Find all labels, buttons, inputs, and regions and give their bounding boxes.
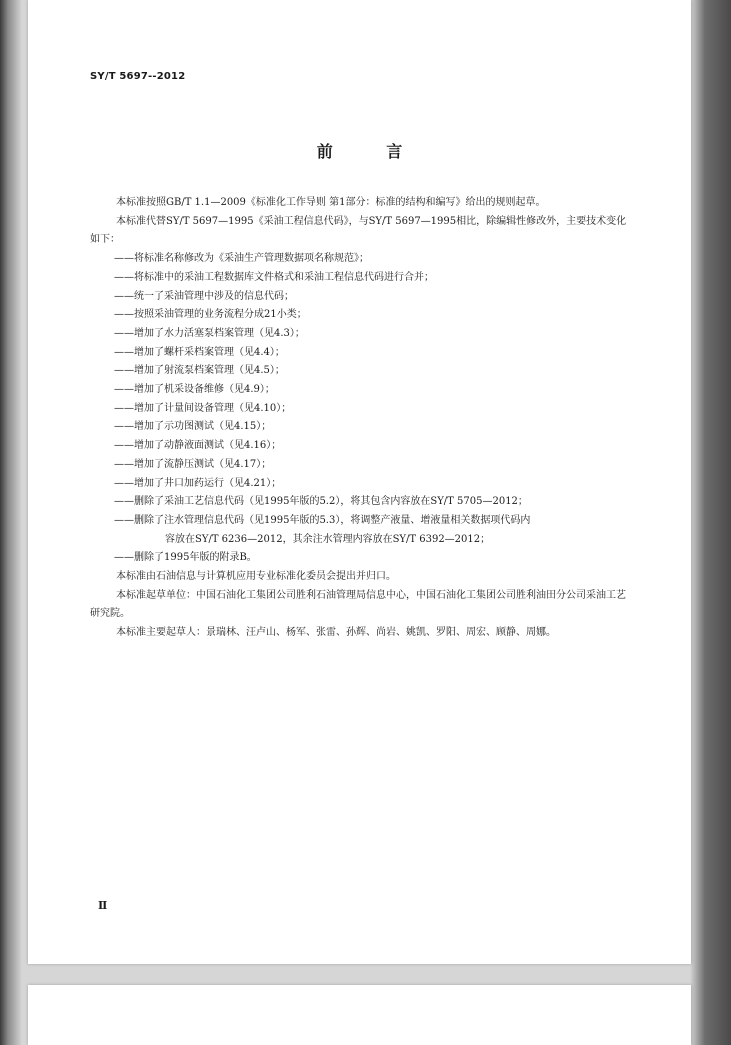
- list-item: ——统一了采油管理中涉及的信息代码；: [114, 290, 294, 302]
- list-item: ——按照采油管理的业务流程分成21小类；: [114, 309, 307, 321]
- paragraph-drafting-units: 本标准起草单位：中国石油化工集团公司胜利石油管理局信息中心，中国石油化工集团公司胜利油田分公司采油工艺研究院。: [90, 589, 626, 620]
- list-item: ——增加了示功图测试（见4.15）；: [114, 421, 272, 433]
- list-item: ——将标准中的采油工程数据库文件格式和采油工程信息代码进行合并；: [114, 271, 434, 283]
- list-item: ——增加了射流泵档案管理（见4.5）；: [114, 365, 285, 377]
- list-item: ——将标准名称修改为《采油生产管理数据项名称规范》；: [114, 253, 369, 265]
- list-item: ——增加了水力活塞泵档案管理（见4.3）；: [114, 327, 305, 339]
- paragraph-replacement: 本标准代替SY/T 5697—1995《采油工程信息代码》，与SY/T 5697—1995相比，除编辑性修改外，主要技术变化如下：: [90, 215, 627, 246]
- list-item-continuation: 容放在SY/T 6236—2012，其余注水管理内容放在SY/T 6392—2012；: [165, 533, 491, 545]
- page-title: 前 言: [316, 142, 427, 161]
- list-item: ——删除了采油工艺信息代码（见1995年版的5.2），将其包含内容放在SY/T 5705—2012；: [114, 496, 528, 508]
- list-item: ——增加了机采设备维修（见4.9）；: [114, 384, 275, 396]
- foreword-body: [90, 194, 635, 643]
- list-item: ——增加了流静压测试（见4.17）；: [114, 458, 272, 470]
- list-item: ——删除了注水管理信息代码（见1995年版的5.3），将调整产液量、增液量相关数据项代码内: [114, 514, 531, 526]
- list-item: ——增加了井口加药运行（见4.21）；: [114, 477, 282, 489]
- list-item: ——增加了计量间设备管理（见4.10）；: [114, 402, 292, 414]
- paragraph-drafters: 本标准主要起草人：景瑞林、汪卢山、杨军、张雷、孙辉、尚岩、姚凯、罗阳、周宏、顾静、周娜。: [116, 627, 556, 639]
- document-page: [28, 0, 691, 964]
- page-number: Ⅱ: [98, 899, 108, 912]
- paragraph-drafting-rules: 本标准按照GB/T 1.1—2009《标准化工作导则 第1部分：标准的结构和编写》给出的规则起草。: [116, 197, 546, 208]
- paragraph-proposer: 本标准由石油信息与计算机应用专业标准化委员会提出并归口。: [116, 571, 396, 583]
- list-item: ——增加了动静液面测试（见4.16）；: [114, 440, 282, 452]
- standard-code-header: SY/T 5697--2012: [90, 71, 186, 82]
- technical-changes-list: [90, 250, 635, 568]
- list-item: ——增加了螺杆采档案管理（见4.4）；: [114, 346, 285, 358]
- next-page: [28, 985, 691, 1045]
- list-item: ——删除了1995年版的附录B。: [114, 552, 257, 564]
